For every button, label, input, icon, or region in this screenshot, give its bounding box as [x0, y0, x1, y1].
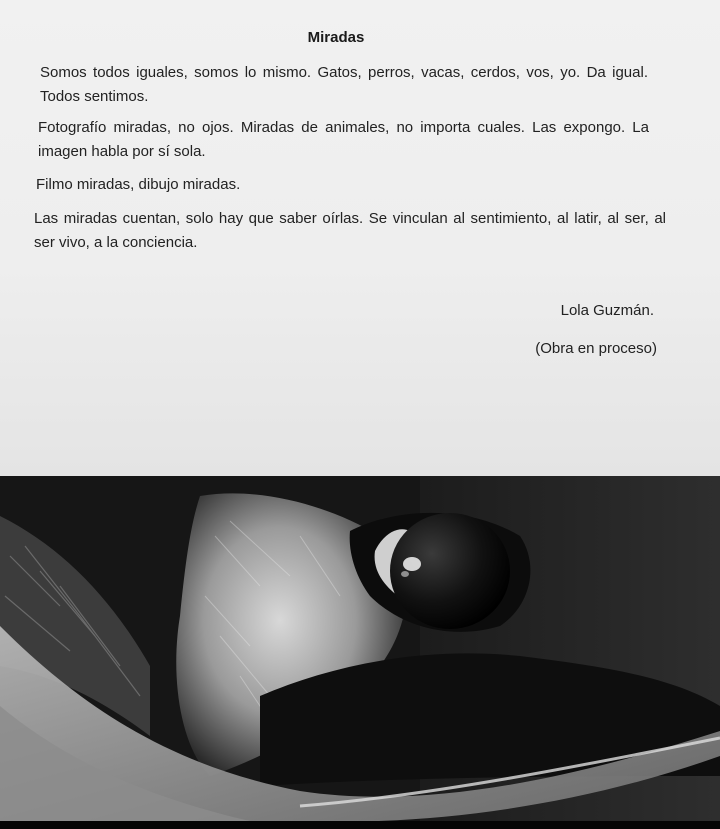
paragraph-4: Las miradas cuentan, solo hay que saber oírlas. Se vinculan al sentimiento, al latir, al ser, al ser vivo, a la conciencia. [34, 210, 666, 251]
paragraph-3: Filmo miradas, dibujo miradas. [36, 176, 241, 193]
eye-illustration [0, 476, 720, 821]
document-title: Miradas [307, 29, 365, 46]
paragraph-2: Fotografío miradas, no ojos. Miradas de animales, no importa cuales. Las expongo. La imagen habla por sí sola. [38, 119, 649, 160]
eye-photograph [0, 476, 720, 821]
author-signature: Lola Guzmán. [560, 302, 654, 319]
bottom-black-strip [0, 821, 720, 829]
work-in-progress-note: (Obra en proceso) [535, 340, 657, 357]
paragraph-1: Somos todos iguales, somos lo mismo. Gatos, perros, vacas, cerdos, vos, yo. Da igual. Todos sentimos. [40, 64, 648, 105]
